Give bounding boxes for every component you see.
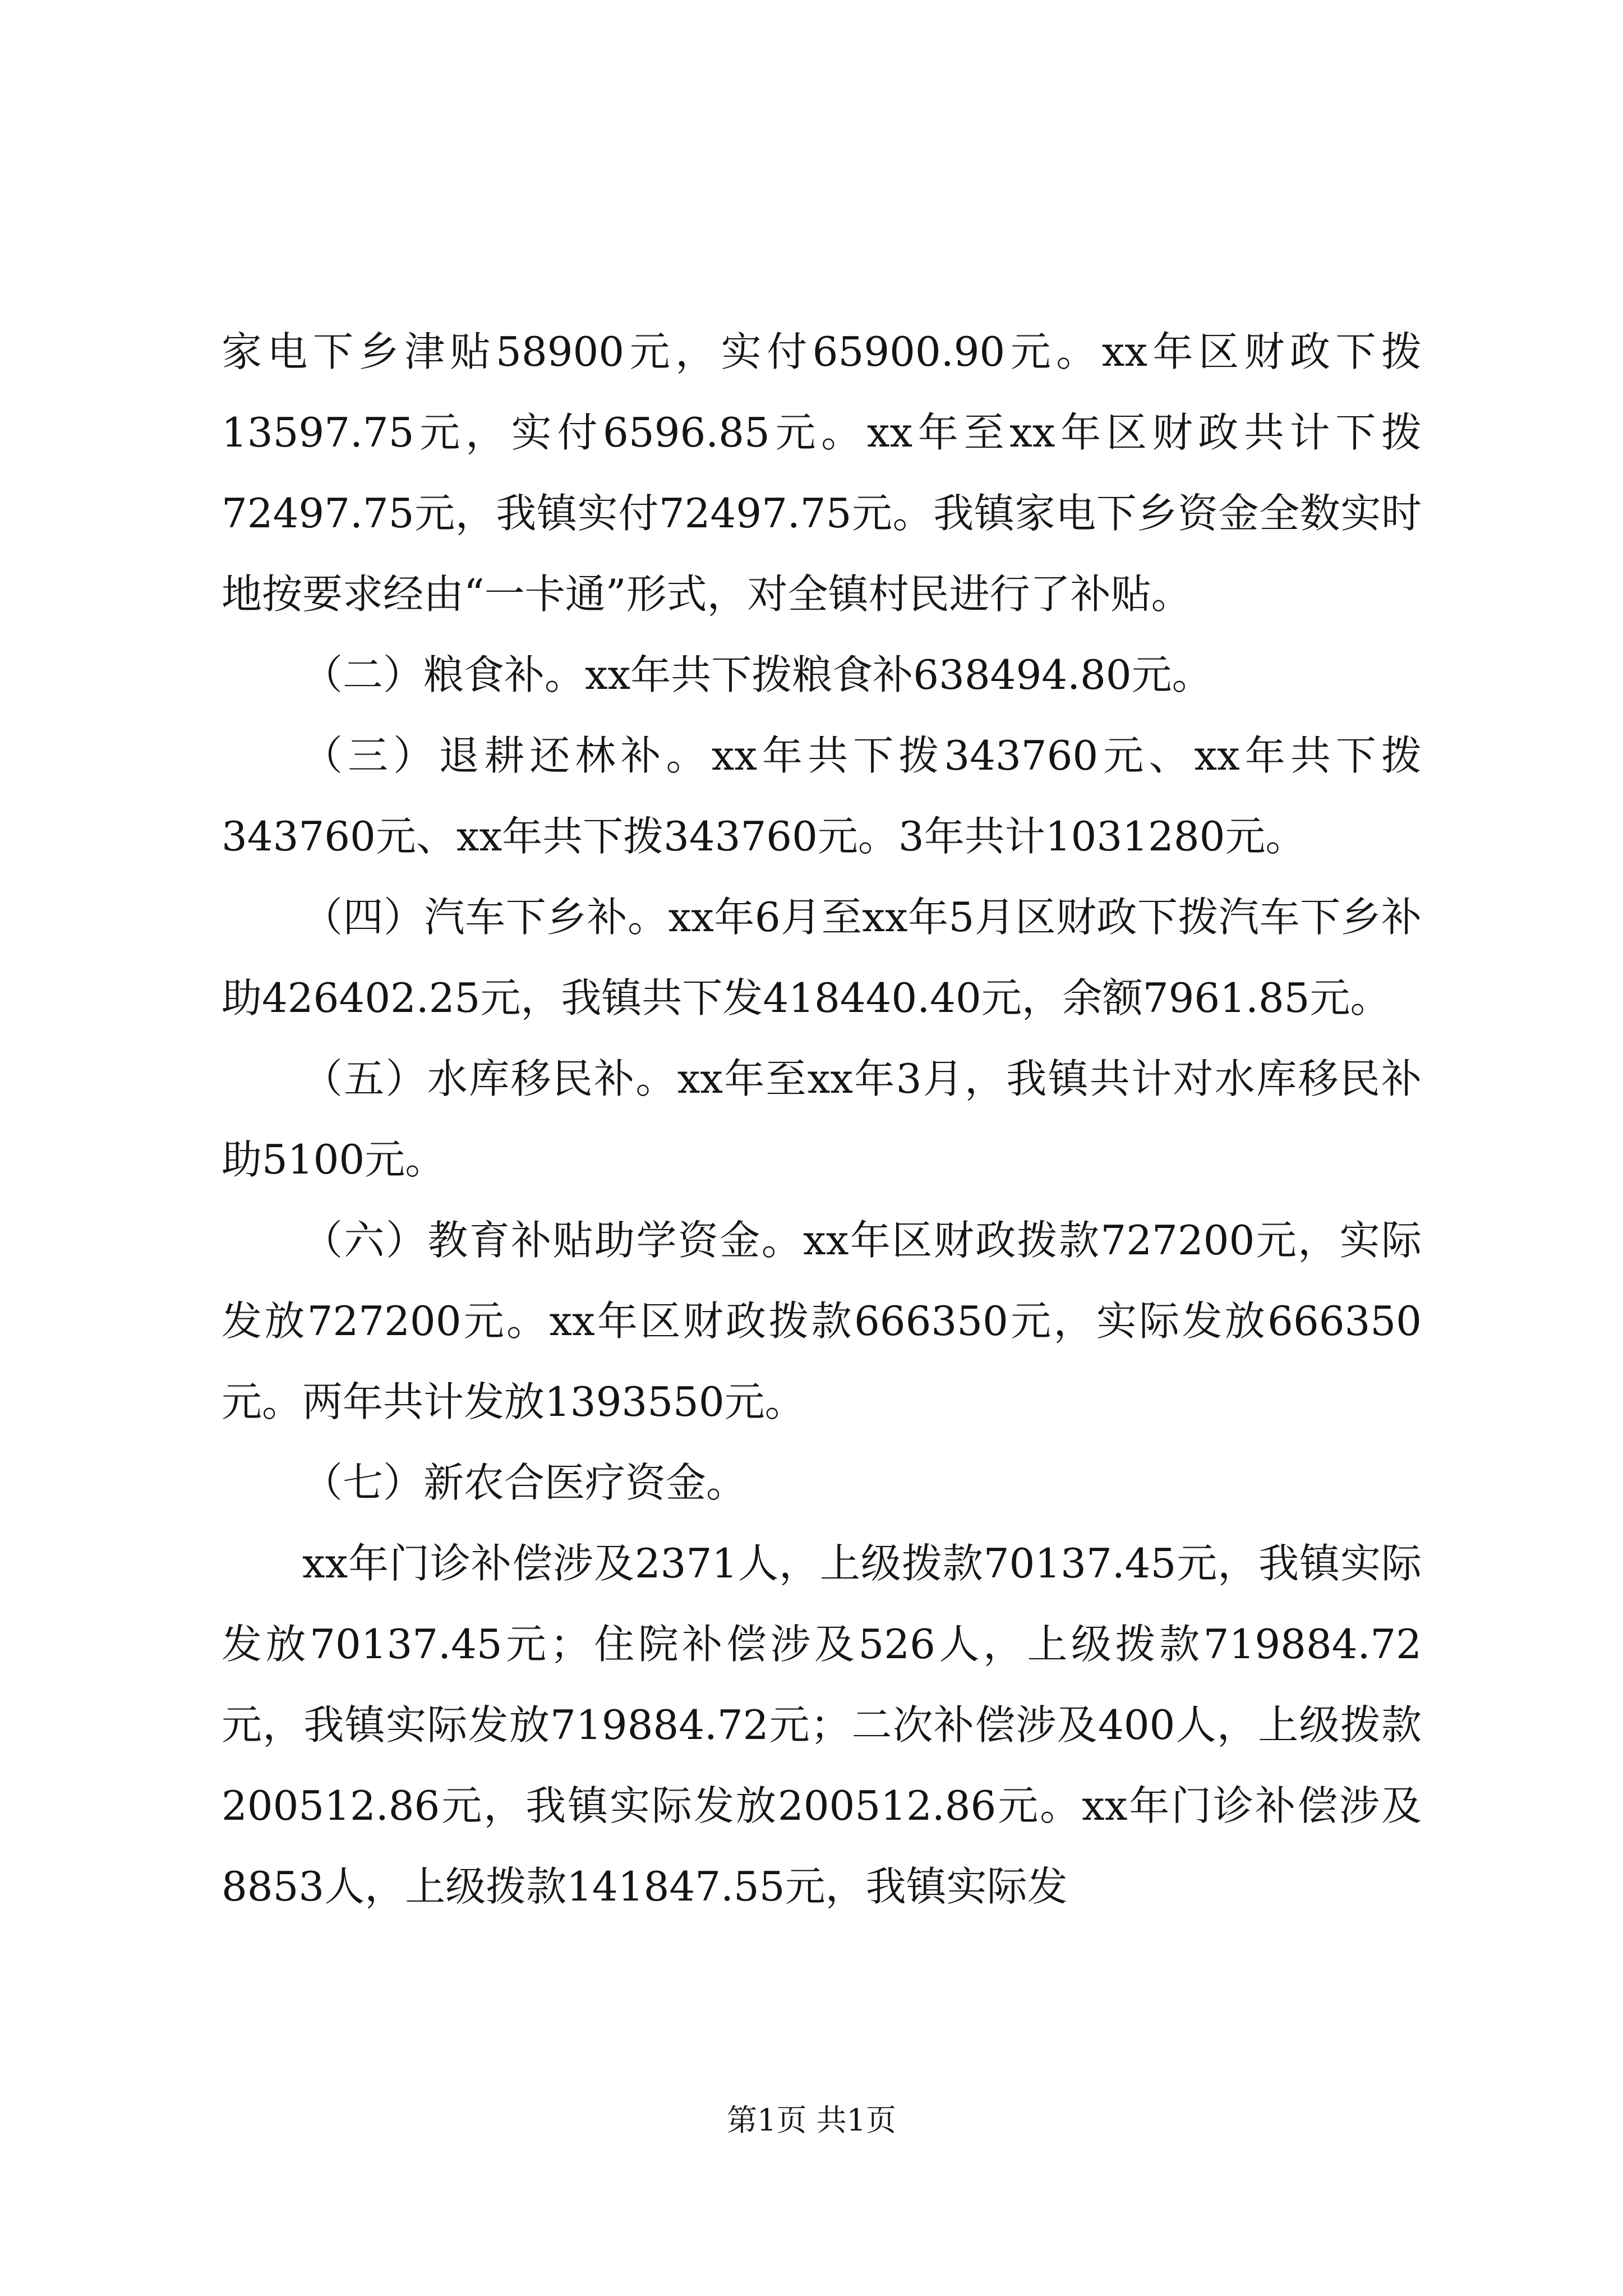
paragraph-grain-subsidy: （二）粮食补。xx年共下拨粮食补638494.80元。 xyxy=(302,651,1212,698)
paragraph-education-subsidy: （六）教育补贴助学资金。xx年区财政拨款727200元，实际发放727200元。xx年区财政拨款666350元，实际发放666350元。两年共计发放1393550元。 xyxy=(222,1217,1422,1425)
page-number-footer: 第1页 共1页 xyxy=(727,2102,896,2138)
paragraph-reforestation-subsidy: （三）退耕还林补。xx年共下拨343760元、xx年共下拨343760元、xx年共下拨343760元。3年共计1031280元。 xyxy=(222,732,1422,860)
paragraph-medical-details: xx年门诊补偿涉及2371人，上级拨款70137.45元，我镇实际发放70137.45元；住院补偿涉及526人，上级拨款719884.72元，我镇实际发放719884.72元；二次补偿涉及400人，上级拨款200512.86元，我镇实际发放200512.86元。xx年门诊补偿涉及8853人，上级拨款141847.55元，我镇实际发 xyxy=(222,1540,1422,1910)
paragraph-reservoir-migrant-subsidy: （五）水库移民补。xx年至xx年3月，我镇共计对水库移民补助5100元。 xyxy=(222,1055,1422,1183)
paragraph-medical-heading: （七）新农合医疗资金。 xyxy=(302,1459,747,1506)
paragraph-vehicle-subsidy: （四）汽车下乡补。xx年6月至xx年5月区财政下拨汽车下乡补助426402.25元，我镇共下发418440.40元，余额7961.85元。 xyxy=(222,894,1422,1022)
document-body xyxy=(222,311,1422,1927)
paragraph-appliance-subsidy: 家电下乡津贴58900元，实付65900.90元。xx年区财政下拨13597.75元，实付6596.85元。xx年至xx年区财政共计下拨72497.75元，我镇实付72497.75元。我镇家电下乡资金全数实时地按要求经由“一卡通”形式，对全镇村民进行了补贴。 xyxy=(222,328,1422,618)
